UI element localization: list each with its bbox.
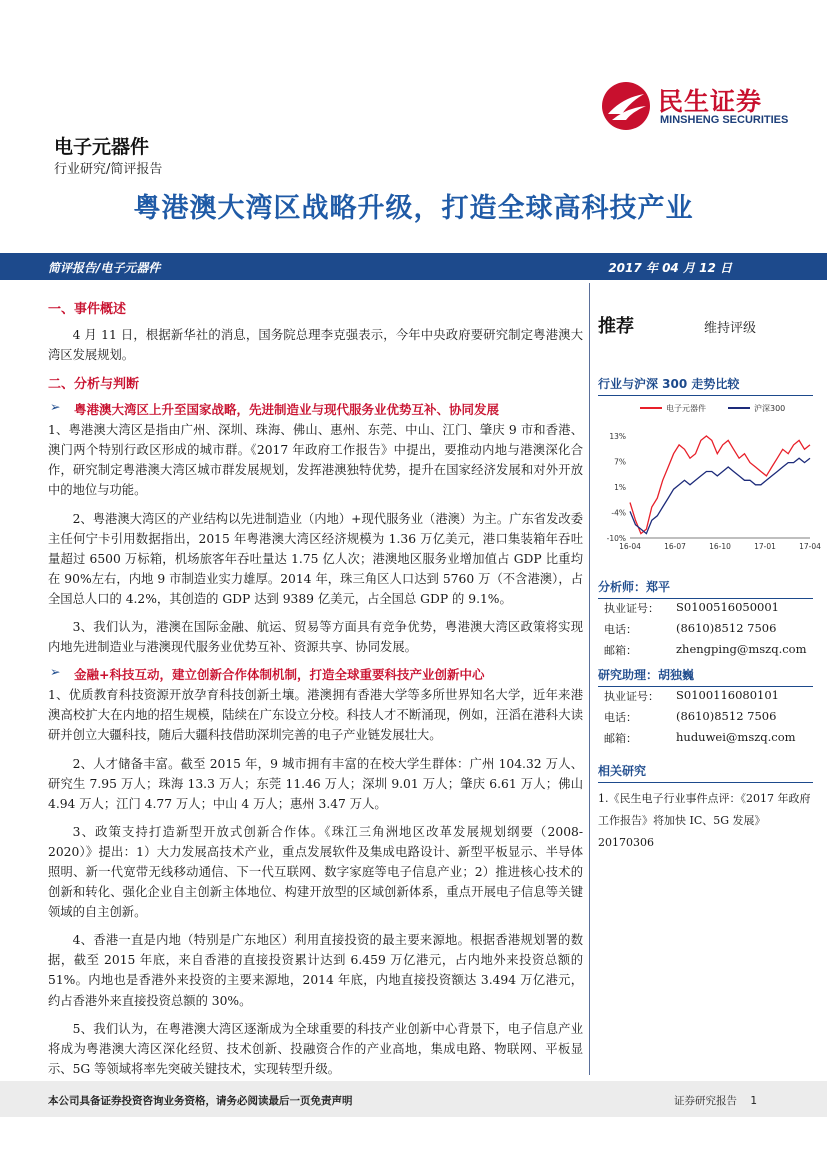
footer-disclaimer: 本公司具备证券投资咨询业务资格，请务必阅读最后一页免责声明 [48, 1095, 353, 1107]
section-heading-overview: 一、事件概述 [48, 302, 127, 317]
rating-box [598, 312, 813, 342]
x-tick-label: 16-04 [619, 542, 641, 551]
x-tick-label: 16-10 [709, 542, 731, 551]
y-tick-label: 7% [614, 457, 626, 467]
page-footer [0, 1081, 827, 1117]
legend-label: 电子元器件 [666, 404, 706, 413]
related-item[interactable]: 1.《民生电子行业事件点评：《2017 年政府工作报告》将加快 IC、5G 发展》20170306 [598, 792, 811, 849]
analyst-email[interactable]: zhengping@mszq.com [676, 642, 807, 656]
chart-heading: 行业与沪深 300 走势比较 [598, 375, 813, 396]
report-band [0, 253, 827, 280]
related-heading: 相关研究 [598, 762, 813, 783]
main-content [48, 298, 583, 1087]
logo-text-cn: 民生证券 [658, 87, 763, 116]
analyst-heading: 分析师：郑平 [598, 578, 813, 599]
section-heading-analysis: 二、分析与判断 [48, 377, 140, 393]
email-label: 邮箱： [604, 644, 637, 657]
y-tick-label: 1% [614, 483, 626, 492]
y-tick-label: -10% [606, 534, 626, 543]
logo-text-en: MINSHENG SECURITIES [660, 114, 789, 126]
phone-label: 电话： [604, 623, 637, 636]
assistant-heading: 研究助理：胡独巍 [598, 666, 813, 687]
page-title: 粤港澳大湾区战略升级，打造全球高科技产业 [133, 193, 694, 224]
trend-chart [598, 398, 821, 556]
report-date: 2017 年 04 月 12 日 [608, 261, 732, 275]
rating-recommendation: 推荐 [598, 316, 634, 337]
bullet-text: 粤港澳大湾区上升至国家战略，先进制造业与现代服务业优势互补、协同发展 [74, 402, 500, 418]
cert-label: 执业证号： [604, 602, 659, 615]
bullet-heading-innovation [48, 665, 583, 683]
assistant-email[interactable]: huduwei@mszq.com [676, 730, 796, 744]
report-type: 行业研究/简评报告 [54, 162, 163, 177]
x-tick-label: 17-04 [799, 542, 821, 551]
analysis-paragraph: 2、粤港澳大湾区的产业结构以先进制造业（内地）+现代服务业（港澳）为主。广东省发改委主任何宁卡引用数据指出，2015 年粤港澳大湾区经济规模为 1.36 万亿美元，港口集装箱年吞吐量超过 6500 万标箱，机场旅客年吞吐量达 1.75 亿人次；港澳地区服务业增加值占 GDP 比重均在 90%左右，内地 9 市制造业实力雄厚。2014 年，珠三角区人口达到 5760 万（不含港澳），占全国总人口的 4.2%，其创造的 GDP 达到 9389 亿美元，占全国总 GDP 的 9.1%。 [48, 511, 583, 606]
assistant-phone: (8610)8512 7506 [676, 709, 777, 723]
bullet-heading-strategy [48, 400, 583, 418]
cert-label: 执业证号： [604, 690, 659, 703]
series-line [630, 436, 810, 534]
series-line [630, 458, 810, 533]
analysis-paragraph: 2、人才储备丰富。截至 2015 年，9 城市拥有丰富的在校大学生群体：广州 104.32 万人、研究生 7.95 万人；珠海 13.3 万人；东莞 11.46 万人；深圳 9.01 万人；肇庆 6.61 万人；佛山 4.94 万人；江门 4.77 万人；中山 4 万人；惠州 3.47 万人。 [48, 756, 583, 811]
overview-paragraph: 4 月 11 日，根据新华社的消息，国务院总理李克强表示，今年中央政府要研究制定粤港澳大湾区发展规划。 [48, 328, 583, 363]
arrow-bullet-icon: ➢ [50, 664, 61, 680]
analysis-paragraph: 3、政策支持打造新型开放式创新合作体。《珠江三角洲地区改革发展规划纲要（2008-2020）》提出：1）大力发展高技术产业，重点发展软件及集成电路设计、新型平板显示、半导体照明、新一代宽带无线移动通信、下一代互联网、数字家庭等电子信息产业；2）推进核心技术的创新和转化、强化企业自主创新主体地位、构建开放型的区域创新体系，重点开展电子信息等关键领域的自主创新。 [48, 824, 583, 920]
analysis-paragraph: 4、香港一直是内地（特别是广东地区）利用直接投资的最主要来源地。根据香港规划署的数据，截至 2015 年底，来自香港的直接投资累计达到 6.459 万亿港元，占内地外来投资总额的 51%。内地也是香港外来投资的主要来源地，2014 年底，内地直接投资额达 3.494 万亿港元，约占香港外来直接投资总额的 30%。 [48, 933, 583, 1008]
page-number: 1 [750, 1095, 757, 1107]
analysis-paragraph: 5、我们认为，在粤港澳大湾区逐渐成为全球重要的科技产业创新中心背景下，电子信息产业将成为粤港澳大湾区深化经贸、技术创新、投融资合作的产业高地，集成电路、物联网、平板显示、5G 等领域将率先突破关键技术，实现转型升级。 [48, 1021, 583, 1076]
rating-action: 维持评级 [704, 321, 757, 336]
industry-name: 电子元器件 [54, 136, 150, 158]
y-tick-label: 13% [609, 432, 626, 441]
y-tick-label: -4% [611, 508, 626, 518]
arrow-bullet-icon: ➢ [50, 399, 61, 415]
analysis-paragraph: 1、优质教育科技资源开放孕育科技创新土壤。港澳拥有香港大学等多所世界知名大学，近年来港澳高校扩大在内地的招生规模，陆续在广东设立分校。科技人才不断涌现，例如，汪滔在港科大读研并创立大疆科技，随后大疆科技借助深圳完善的电子产业链发展壮大。 [48, 688, 583, 743]
analysis-paragraph: 1、粤港澳大湾区是指由广州、深圳、珠海、佛山、惠州、东莞、中山、江门、肇庆 9 市和香港、澳门两个特别行政区形成的城市群。《2017 年政府工作报告》中提出，要推动内地与港澳深化合作，研究制定粤港澳大湾区城市群发展规划，发挥港澳独特优势，提升在国家经济发展和对外开放中的地位与功能。 [48, 423, 583, 498]
email-label: 邮箱： [604, 732, 637, 745]
footer-doc-info [674, 1093, 757, 1108]
analysis-paragraph: 3、我们认为，港澳在国际金融、航运、贸易等方面具有竞争优势，粤港澳大湾区政策将实现内地先进制造业与港澳现代服务业优势互补、资源共享、协同发展。 [48, 620, 583, 655]
analyst-cert: S0100516050001 [676, 600, 779, 614]
column-divider [589, 283, 590, 1075]
company-logo [600, 80, 800, 136]
analyst-phone: (8610)8512 7506 [676, 621, 777, 635]
assistant-cert: S0100116080101 [676, 688, 779, 702]
footer-doc-type: 证券研究报告 [673, 1095, 737, 1107]
x-tick-label: 17-01 [754, 542, 776, 551]
x-tick-label: 16-07 [664, 542, 686, 551]
logo-mark-icon [600, 80, 652, 132]
phone-label: 电话： [604, 711, 637, 724]
legend-label: 沪深300 [754, 404, 786, 413]
bullet-text: 金融+科技互动，建立创新合作体制机制，打造全球重要科技产业创新中心 [74, 667, 485, 683]
band-category: 简评报告/电子元器件 [48, 261, 161, 275]
